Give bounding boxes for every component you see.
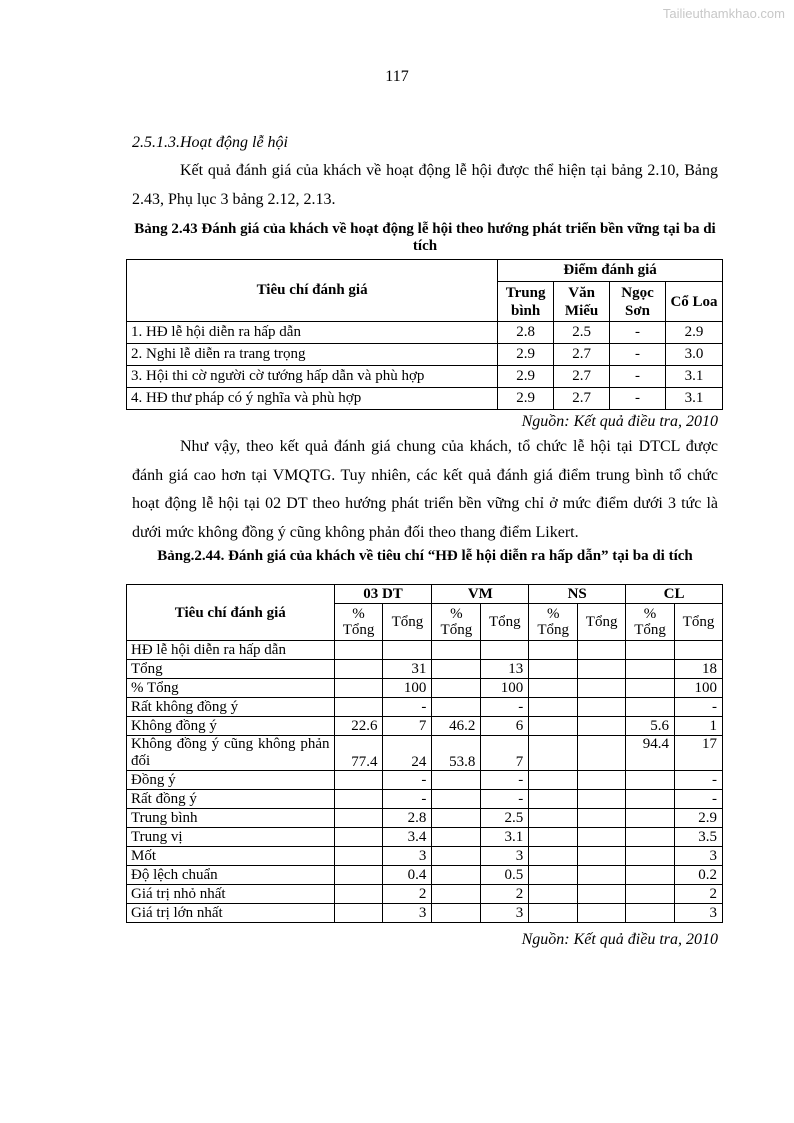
cell xyxy=(578,866,626,885)
cell xyxy=(626,679,675,698)
row-label: HĐ lễ hội diễn ra hấp dẫn xyxy=(127,641,335,660)
cell xyxy=(578,679,626,698)
cell xyxy=(626,866,675,885)
col-header: Trung bình xyxy=(498,282,554,322)
cell xyxy=(383,641,432,660)
cell: 3.1 xyxy=(666,366,723,388)
cell: - xyxy=(481,698,529,717)
cell: 2.9 xyxy=(498,366,554,388)
table-row xyxy=(127,847,723,866)
cell: 2.5 xyxy=(481,809,529,828)
cell xyxy=(334,641,383,660)
cell xyxy=(529,771,578,790)
group-header: CL xyxy=(626,585,723,604)
row-label: Rất đồng ý xyxy=(127,790,335,809)
row-label: Rất không đồng ý xyxy=(127,698,335,717)
cell xyxy=(334,771,383,790)
cell: 5.6 xyxy=(626,717,675,736)
cell: 0.2 xyxy=(675,866,723,885)
cell: 100 xyxy=(481,679,529,698)
col-header: Văn Miếu xyxy=(554,282,610,322)
table-row xyxy=(127,736,723,771)
section-heading: 2.5.1.3.Hoạt động lễ hội xyxy=(132,134,288,151)
cell: 1 xyxy=(675,717,723,736)
cell xyxy=(578,660,626,679)
cell xyxy=(334,847,383,866)
page-number: 117 xyxy=(385,68,409,85)
cell xyxy=(578,717,626,736)
row-label: 2. Nghi lễ diễn ra trang trọng xyxy=(127,344,498,366)
pct-header: % Tổng xyxy=(626,604,675,641)
cell xyxy=(529,809,578,828)
cell xyxy=(334,790,383,809)
pct-header: % Tổng xyxy=(432,604,481,641)
cell xyxy=(432,790,481,809)
cell: 2.9 xyxy=(675,809,723,828)
cell xyxy=(334,660,383,679)
table-row xyxy=(127,698,723,717)
group-header: VM xyxy=(432,585,529,604)
table43-caption: Bảng 2.43 Đánh giá của khách về hoạt động lễ hội theo hướng phát triển bền vững tại ba di tích xyxy=(134,221,716,254)
cell: 31 xyxy=(383,660,432,679)
cell xyxy=(432,698,481,717)
cell xyxy=(529,866,578,885)
col-header: Ngọc Sơn xyxy=(610,282,666,322)
cell: 6 xyxy=(481,717,529,736)
cell xyxy=(578,904,626,923)
row-label: Trung bình xyxy=(127,809,335,828)
row-label: Tổng xyxy=(127,660,335,679)
cell xyxy=(626,698,675,717)
cell: 2 xyxy=(675,885,723,904)
group-header: NS xyxy=(529,585,626,604)
criteria-header: Tiêu chí đánh giá xyxy=(127,585,335,641)
cell xyxy=(578,885,626,904)
cell: 3.5 xyxy=(675,828,723,847)
cell: 3 xyxy=(481,847,529,866)
row-label: 4. HĐ thư pháp có ý nghĩa và phù hợp xyxy=(127,388,498,410)
table-row xyxy=(127,771,723,790)
cell: - xyxy=(481,771,529,790)
table-row xyxy=(127,904,723,923)
cell xyxy=(578,828,626,847)
table-row xyxy=(127,679,723,698)
cell xyxy=(626,809,675,828)
cell: - xyxy=(610,322,666,344)
cell: - xyxy=(610,388,666,410)
cell: 7 xyxy=(481,736,529,771)
cell xyxy=(626,828,675,847)
cell xyxy=(529,717,578,736)
cell: 24 xyxy=(383,736,432,771)
cell: 2.7 xyxy=(554,366,610,388)
cell: 3 xyxy=(383,847,432,866)
cell: 2.8 xyxy=(383,809,432,828)
table-row xyxy=(127,717,723,736)
cell xyxy=(432,847,481,866)
cell: 13 xyxy=(481,660,529,679)
row-label: Độ lệch chuẩn xyxy=(127,866,335,885)
row-label: Trung vị xyxy=(127,828,335,847)
cell xyxy=(529,679,578,698)
cell: 0.4 xyxy=(383,866,432,885)
cell xyxy=(432,771,481,790)
cell: 3.1 xyxy=(481,828,529,847)
watermark: Tailieuthamkhao.com xyxy=(662,6,785,21)
table-row xyxy=(127,322,723,344)
cell xyxy=(529,641,578,660)
cell: 2.9 xyxy=(498,388,554,410)
cell xyxy=(432,828,481,847)
cell xyxy=(334,698,383,717)
cell: 18 xyxy=(675,660,723,679)
cell xyxy=(626,641,675,660)
cell: 3.1 xyxy=(666,388,723,410)
cell xyxy=(626,847,675,866)
table44-source: Nguồn: Kết quả điều tra, 2010 xyxy=(521,931,718,948)
table-row xyxy=(127,828,723,847)
cell: 3 xyxy=(481,904,529,923)
cell xyxy=(578,771,626,790)
cell: 3.0 xyxy=(666,344,723,366)
cell: - xyxy=(383,771,432,790)
table-row xyxy=(127,366,723,388)
cell xyxy=(334,828,383,847)
cell: 2.5 xyxy=(554,322,610,344)
cell xyxy=(432,641,481,660)
cell xyxy=(529,660,578,679)
cell: 3 xyxy=(383,904,432,923)
row-label: 1. HĐ lễ hội diễn ra hấp dẫn xyxy=(127,322,498,344)
table-row xyxy=(127,641,723,660)
cell xyxy=(626,660,675,679)
cell: 2.8 xyxy=(498,322,554,344)
cell: 3 xyxy=(675,847,723,866)
total-header: Tổng xyxy=(675,604,723,641)
cell xyxy=(529,847,578,866)
cell: 2.7 xyxy=(554,344,610,366)
group-header: 03 DT xyxy=(334,585,432,604)
cell xyxy=(334,904,383,923)
cell: - xyxy=(610,344,666,366)
pct-header: % Tổng xyxy=(334,604,383,641)
row-label: Giá trị lớn nhất xyxy=(127,904,335,923)
cell xyxy=(432,885,481,904)
cell xyxy=(626,904,675,923)
cell xyxy=(675,641,723,660)
cell: - xyxy=(675,790,723,809)
cell: - xyxy=(481,790,529,809)
table-row xyxy=(127,790,723,809)
cell xyxy=(334,679,383,698)
cell: 2.9 xyxy=(666,322,723,344)
cell: 17 xyxy=(675,736,723,771)
cell xyxy=(481,641,529,660)
cell xyxy=(432,679,481,698)
cell xyxy=(578,847,626,866)
cell xyxy=(578,790,626,809)
cell: 2 xyxy=(383,885,432,904)
table-row xyxy=(127,344,723,366)
row-label: Giá trị nhỏ nhất xyxy=(127,885,335,904)
cell xyxy=(334,809,383,828)
cell xyxy=(529,698,578,717)
row-label: Mốt xyxy=(127,847,335,866)
cell: 7 xyxy=(383,717,432,736)
table-row xyxy=(127,388,723,410)
row-label: Không đồng ý xyxy=(127,717,335,736)
cell xyxy=(529,736,578,771)
table-2-43 xyxy=(126,259,723,410)
table-row xyxy=(127,660,723,679)
total-header: Tổng xyxy=(383,604,432,641)
cell: 2.9 xyxy=(498,344,554,366)
cell: 22.6 xyxy=(334,717,383,736)
cell xyxy=(578,698,626,717)
cell: 3 xyxy=(675,904,723,923)
cell: - xyxy=(675,771,723,790)
row-label: Không đồng ý cũng không phản đối xyxy=(127,736,335,771)
intro-paragraph: Kết quả đánh giá của khách về hoạt động lễ hội được thể hiện tại bảng 2.10, Bảng 2.43, Phụ lục 3 bảng 2.12, 2.13. xyxy=(132,162,718,208)
cell xyxy=(578,809,626,828)
cell: 2.7 xyxy=(554,388,610,410)
table-row xyxy=(127,866,723,885)
cell: - xyxy=(610,366,666,388)
score-header: Điểm đánh giá xyxy=(498,260,723,282)
cell: 53.8 xyxy=(432,736,481,771)
analysis-paragraph: Như vậy, theo kết quả đánh giá chung của khách, tổ chức lễ hội tại DTCL được đánh giá cao hơn tại VMQTG. Tuy nhiên, các kết quả đánh giá điểm trung bình tổ chức hoạt động lễ hội tại 02 DT theo hướng phát triển bền vững chỉ ở mức điểm dưới 3 tức là dưới mức không đồng ý cũng không phản đối theo thang điểm Likert. xyxy=(132,438,718,541)
cell xyxy=(578,641,626,660)
cell: 3.4 xyxy=(383,828,432,847)
cell xyxy=(529,904,578,923)
table43-source: Nguồn: Kết quả điều tra, 2010 xyxy=(521,413,718,430)
total-header: Tổng xyxy=(578,604,626,641)
table-row xyxy=(127,885,723,904)
cell: 100 xyxy=(383,679,432,698)
cell xyxy=(529,885,578,904)
cell xyxy=(334,866,383,885)
cell: 0.5 xyxy=(481,866,529,885)
row-label: 3. Hội thi cờ người cờ tướng hấp dẫn và phù hợp xyxy=(127,366,498,388)
pct-header: % Tổng xyxy=(529,604,578,641)
cell: - xyxy=(383,790,432,809)
cell xyxy=(578,736,626,771)
cell: - xyxy=(383,698,432,717)
cell xyxy=(626,885,675,904)
cell xyxy=(626,790,675,809)
cell xyxy=(529,790,578,809)
criteria-header: Tiêu chí đánh giá xyxy=(127,260,498,322)
cell: 2 xyxy=(481,885,529,904)
row-label: Đồng ý xyxy=(127,771,335,790)
cell xyxy=(432,866,481,885)
cell xyxy=(626,771,675,790)
cell xyxy=(432,904,481,923)
cell: 46.2 xyxy=(432,717,481,736)
cell: - xyxy=(675,698,723,717)
cell: 100 xyxy=(675,679,723,698)
table44-caption: Bảng.2.44. Đánh giá của khách về tiêu chí “HĐ lễ hội diễn ra hấp dẫn” tại ba di tích xyxy=(157,548,693,564)
cell xyxy=(432,809,481,828)
cell xyxy=(334,885,383,904)
table-2-44 xyxy=(126,584,723,923)
row-label: % Tổng xyxy=(127,679,335,698)
col-header: Cổ Loa xyxy=(666,282,723,322)
cell xyxy=(432,660,481,679)
cell: 94.4 xyxy=(626,736,675,771)
table-row xyxy=(127,809,723,828)
cell: 77.4 xyxy=(334,736,383,771)
total-header: Tổng xyxy=(481,604,529,641)
cell xyxy=(529,828,578,847)
